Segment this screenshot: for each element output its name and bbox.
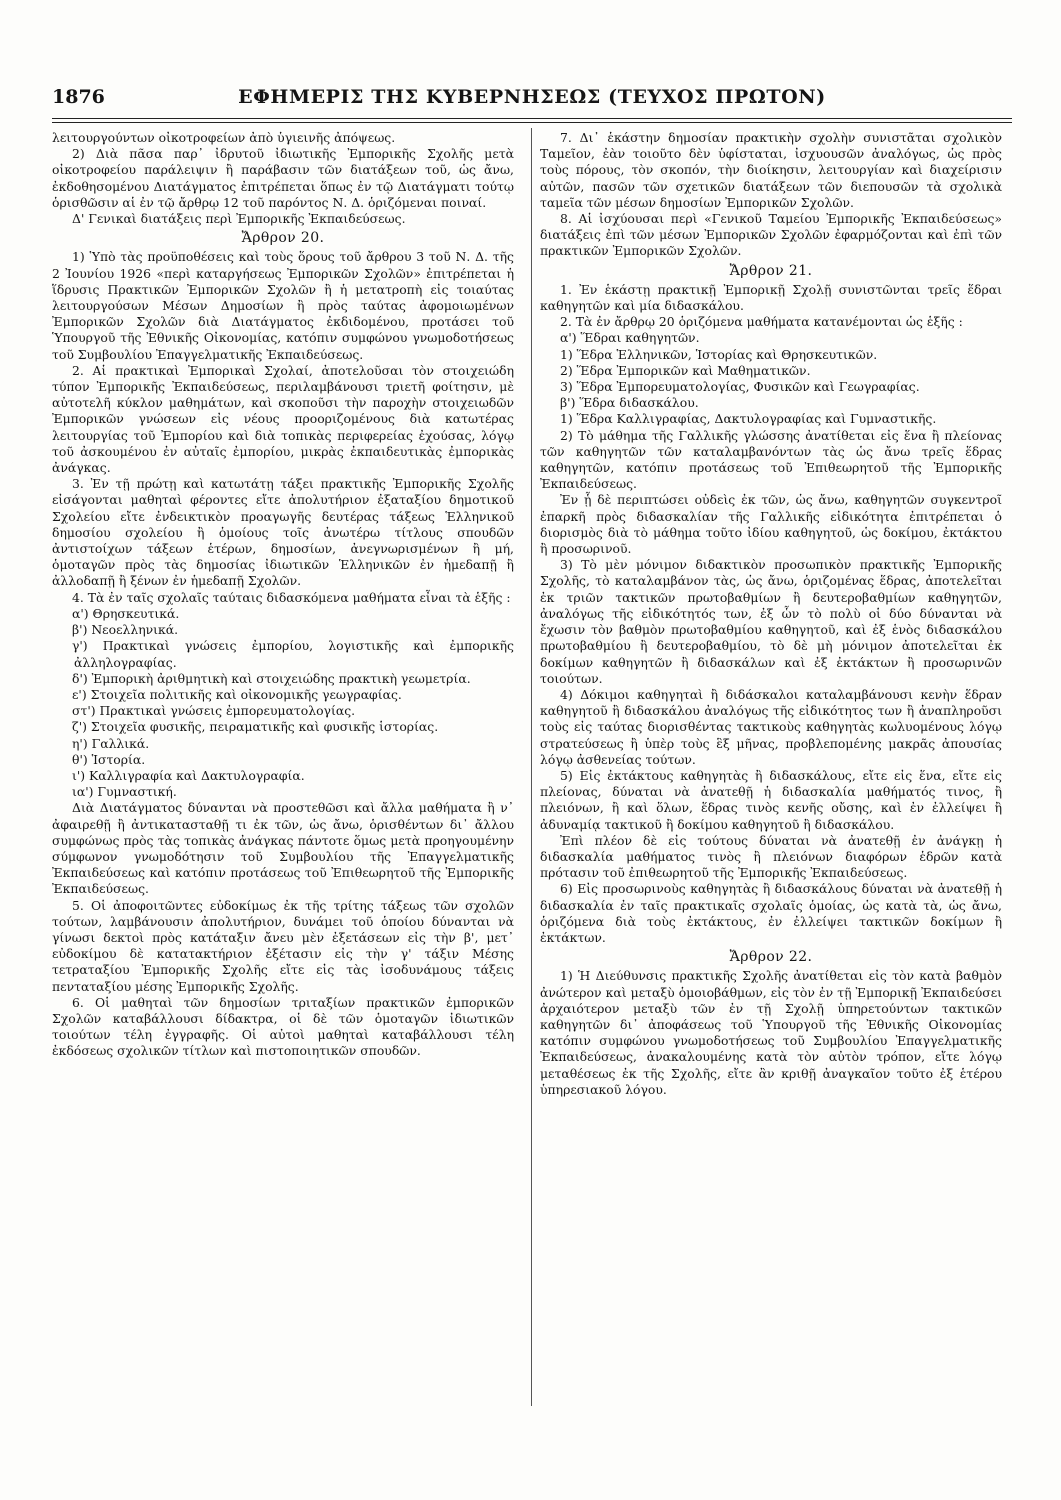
page-header: [52, 86, 1012, 126]
paragraph: 3. Ἐν τῇ πρώτῃ καὶ κατωτάτῃ τάξει πρακτικῆς Ἐμπορικῆς Σχολῆς εἰσάγονται μαθηταὶ φέροντες εἴτε ἀπολυτήριον ἐξαταξίου δημοτικοῦ Σχολείου εἴτε ἐνδεικτικὸν προαγωγῆς δευτέρας τάξεως Ἑλληνικοῦ δημοσίου σχολείου ἢ ὁμοίους τοῖς ἀνωτέρω τίτλους σπουδῶν ἀντιστοίχων τάξεων ἑτέρων, δημοσίων, ἀνεγνωρισμένων ἢ μή, ὁμοταγῶν πρὸς τὰς δημοσίας ἰδιωτικῶν Ἑλληνικῶν ἐν ἡμεδαπῇ ἢ ἀλλοδαπῇ ἢ ξένων ἐν ἡμεδαπῇ Σχολῶν.: [52, 476, 514, 589]
paragraph: 7. Δι᾽ ἑκάστην δημοσίαν πρακτικὴν σχολὴν συνιστᾶται σχολικὸν Ταμεῖον, ἐὰν τοιοῦτο δὲν ὑφίσταται, ἰσχυουσῶν ἀναλόγως, ὡς πρὸς τοὺς πόρους, τὸν σκοπόν, τὴν διοίκησιν, λειτουργίαν καὶ διαχείρισιν αὐτῶν, πασῶν τῶν σχετικῶν διατάξεων τῶν διεπουσῶν τὰ σχολικὰ ταμεῖα τῶν μέσων δημοσίων Ἐμπορικῶν Σχολῶν.: [540, 130, 1002, 210]
column-divider: [531, 128, 532, 1406]
subject-list: [52, 606, 514, 800]
paragraph: Ἐπὶ πλέον δὲ εἰς τούτους δύναται νὰ ἀνατεθῇ ἐν ἀνάγκῃ ἡ διδασκαλία μαθήματος τινὸς ἢ πλειόνων διαφόρων ἑδρῶν κατὰ πρότασιν τοῦ ἐπιθεωρητοῦ τῆς Ἐμπορικῆς Ἐκπαιδεύσεως.: [540, 832, 1002, 881]
list-heading: α') Ἕδραι καθηγητῶν.: [560, 330, 700, 346]
paragraph: 1. Ἐν ἑκάστῃ πρακτικῇ Ἐμπορικῇ Σχολῇ συνιστῶνται τρεῖς ἕδραι καθηγητῶν καὶ μία διδασκάλου.: [540, 281, 1002, 314]
list-item: στ') Πρακτικαὶ γνώσεις ἐμπορευματολογίας.: [72, 703, 356, 719]
list-item: ζ') Στοιχεῖα φυσικῆς, πειραματικῆς καὶ φυσικῆς ἱστορίας.: [72, 719, 439, 735]
list-item: β') Νεοελληνικά.: [72, 622, 179, 638]
right-column: [540, 130, 1002, 1098]
paragraph: 2) Διὰ πᾶσα παρ᾽ ἰδρυτοῦ ἰδιωτικῆς Ἐμπορικῆς Σχολῆς μετὰ οἰκοτροφείου παράλειψιν ἢ παράβασιν τῶν διατάξεων τοῦ, ὡς ἄνω, ἐκδοθησομένου Διατάγματος ἐπιτρέπεται ὅπως ἐν τῷ Διατάγματι τούτῳ ὁρισθῶσιν αἱ ἐν τῷ ἄρθρῳ 12 τοῦ παρόντος Ν. Δ. ὁριζόμεναι ποιναί.: [52, 146, 514, 210]
paragraph: 4) Δόκιμοι καθηγηταὶ ἢ διδάσκαλοι καταλαμβάνουσι κενὴν ἕδραν καθηγητοῦ ἢ διδασκάλου ἀναλόγως τῆς εἰδικότητος των ἢ ἀναπληροῦσι τοὺς εἰς ταύτας διορισθέντας τακτικοὺς καθηγητὰς κωλυομένους λόγῳ στρατεύσεως ἢ ὑπὲρ τοὺς ἓξ μῆνας, προβλεπομένης μακρᾶς ἀπουσίας λόγῳ ἀσθενείας τούτων.: [540, 686, 1002, 767]
list-item: 2) Ἕδρα Ἐμπορικῶν καὶ Μαθηματικῶν.: [560, 362, 811, 378]
page-number: 1876: [52, 86, 105, 108]
list-item: η') Γαλλικά.: [72, 735, 150, 751]
paragraph: 2. Αἱ πρακτικαὶ Ἐμπορικαὶ Σχολαί, ἀποτελοῦσαι τὸν στοιχειώδη τύπον Ἐμπορικῆς Ἐκπαιδεύσεως, περιλαμβάνουσι τριετῆ φοίτησιν, μὲ αὐτοτελῆ κύκλον μαθημάτων, καὶ σκοποῦσι τὴν παροχὴν στοιχειωδῶν Ἐμπορικῶν γνώσεων εἰς νέους προοριζομένους διὰ κατωτέρας λειτουργίας τοῦ Ἐμπορίου καὶ διὰ τοπικὰς περιφερείας ἐχούσας, λόγῳ τοῦ ἀσκουμένου ἐν αὐταῖς ἐμπορίου, μικρὰς ἐκπαιδευτικὰς ἐμπορικὰς ἀνάγκας.: [52, 362, 514, 476]
list-item: 1) Ἕδρα Καλλιγραφίας, Δακτυλογραφίας καὶ Γυμναστικῆς.: [560, 411, 937, 427]
paragraph: 4. Τὰ ἐν ταῖς σχολαῖς ταύταις διδασκόμενα μαθήματα εἶναι τὰ ἑξῆς :: [72, 589, 511, 605]
list-item: ια') Γυμναστική.: [72, 784, 177, 800]
article-heading-22: Ἄρθρον 22.: [729, 949, 813, 966]
article-heading-21: Ἄρθρον 21.: [729, 262, 813, 279]
list-item: α') Θρησκευτικά.: [72, 605, 180, 621]
list-item: 1) Ἕδρα Ἑλληνικῶν, Ἱστορίας καὶ Θρησκευτικῶν.: [560, 346, 878, 362]
paragraph: 5. Οἱ ἀποφοιτῶντες εὐδοκίμως ἐκ τῆς τρίτης τάξεως τῶν σχολῶν τούτων, λαμβάνουσιν ἀπολυτήριον, δυνάμει τοῦ ὁποίου δύνανται νὰ γίνωσι δεκτοὶ πρὸς κατάταξιν ἄνευ μὲν ἐξετάσεων εἰς τὴν β', μετ᾽ εὐδοκίμου δὲ κατατακτήριον ἐξέτασιν εἰς τὴν γ' τάξιν Μέσης τετραταξίου Ἐμπορικῆς Σχολῆς εἴτε εἰς τὰς ἰσοδυνάμους τάξεις πενταταξίου μέσης Ἐμπορικῆς Σχολῆς.: [52, 897, 514, 994]
chairs-list: [540, 330, 1002, 427]
paragraph: 2. Τὰ ἐν ἄρθρῳ 20 ὁριζόμενα μαθήματα κατανέμονται ὡς ἑξῆς :: [560, 314, 963, 330]
list-item: 3) Ἕδρα Ἐμπορευματολογίας, Φυσικῶν καὶ Γεωγραφίας.: [560, 379, 920, 395]
left-column: [52, 130, 514, 1060]
paragraph: 2) Τὸ μάθημα τῆς Γαλλικῆς γλώσσης ἀνατίθεται εἰς ἕνα ἢ πλείονας τῶν καθηγητῶν τῶν καταλαμβανόντων τὰς ὡς ἄνω τρεῖς ἕδρας καθηγητῶν, κατόπιν προτάσεως τοῦ Ἐπιθεωρητοῦ τῆς Ἐμπορικῆς Ἐκπαιδεύσεως.: [540, 427, 1002, 492]
section-heading: Δ' Γενικαὶ διατάξεις περὶ Ἐμπορικῆς Ἐκπαιδεύσεως.: [72, 211, 406, 227]
list-item: θ') Ἱστορία.: [72, 751, 146, 767]
paragraph: 3) Τὸ μὲν μόνιμον διδακτικὸν προσωπικὸν πρακτικῆς Ἐμπορικῆς Σχολῆς, τὸ καταλαμβάνον τὰς, ὡς ἄνω, ὁριζομένας ἕδρας, ἀποτελεῖται ἐκ τριῶν τακτικῶν πρωτοβαθμίων ἢ δευτεροβαθμίων καθηγητῶν, ἀναλόγως τῆς εἰδικότητός των, ἐξ ὧν τὸ πολὺ οἱ δύο δύνανται νὰ ἔχωσιν τὸν βαθμὸν πρωτοβαθμίου καθηγητοῦ, καὶ ἐξ ἑνὸς διδασκάλου πρωτοβαθμίου ἢ δευτεροβαθμίου, τὸ δὲ μὴ μόνιμον ἀποτελεῖται ἐκ δοκίμων καθηγητῶν ἢ διδασκάλων καὶ ἐξ ἐκτάκτων ἢ προσωρινῶν τοιούτων.: [540, 557, 1002, 686]
list-item: ε') Στοιχεῖα πολιτικῆς καὶ οἰκονομικῆς γεωγραφίας.: [72, 686, 402, 702]
paragraph: 6. Οἱ μαθηταὶ τῶν δημοσίων τριταξίων πρακτικῶν ἐμπορικῶν Σχολῶν καταβάλλουσι δίδακτρα, οἱ δὲ τῶν ὁμοταγῶν ἰδιωτικῶν τοιούτων τέλη ἐγγραφῆς. Οἱ αὐτοὶ μαθηταὶ καταβάλλουσι τέλη ἐκδόσεως σχολικῶν τίτλων καὶ πιστοποιητικῶν σπουδῶν.: [52, 994, 514, 1059]
paragraph: Διὰ Διατάγματος δύνανται νὰ προστεθῶσι καὶ ἄλλα μαθήματα ἢ ν᾽ ἀφαιρεθῇ ἢ ἀντικατασταθῇ τι ἐκ τῶν, ὡς ἄνω, ὁρισθέντων δι᾽ ἄλλου συμφώνως πρὸς τὰς τοπικὰς ἀνάγκας πάντοτε ὅμως μετὰ προηγουμένην σύμφωνον γνωμοδότησιν τοῦ Συμβουλίου τῆς Ἐπαγγελματικῆς Ἐκπαιδεύσεως καὶ κατόπιν προτάσεως τοῦ Ἐπιθεωρητοῦ τῆς Ἐμπορικῆς Ἐκπαιδεύσεως.: [52, 800, 514, 897]
paragraph: 1) Ἡ Διεύθυνσις πρακτικῆς Σχολῆς ἀνατίθεται εἰς τὸν κατὰ βαθμὸν ἀνώτερον καὶ μεταξὺ ὁμοιοβάθμων, εἰς τὸν ἐν τῇ Ἐμπορικῇ Ἐκπαιδεύσει ἀρχαιότερον μεταξὺ τῶν ἐν τῇ Σχολῇ ὑπηρετούντων τακτικῶν καθηγητῶν δι᾽ ἀποφάσεως τοῦ Ὑπουργοῦ τῆς Ἐθνικῆς Οἰκονομίας κατόπιν συμφώνου γνωμοδοτήσεως τοῦ Συμβουλίου Ἐπαγγελματικῆς Ἐκπαιδεύσεως, ἀνακαλουμένης κατὰ τὸν αὐτὸν τρόπον, εἴτε λόγῳ μεταθέσεως ἐκ τῆς Σχολῆς, εἴτε ἂν κριθῇ ἀναγκαῖον τοῦτο ἐξ ἑτέρου ὑπηρεσιακοῦ λόγου.: [540, 968, 1002, 1097]
paragraph: 1) Ὑπὸ τὰς προϋποθέσεις καὶ τοὺς ὅρους τοῦ ἄρθρου 3 τοῦ Ν. Δ. τῆς 2 Ἰουνίου 1926 «περὶ καταργήσεως Ἐμπορικῶν Σχολῶν» ἐπιτρέπεται ἡ ἵδρυσις Πρακτικῶν Ἐμπορικῶν Σχολῶν ἢ ἡ μετατροπὴ εἰς τοιαύτας λειτουργούσων Μέσων Δημοσίων ἢ πρὸς ταύτας ἀφομοιωμένων Ἐμπορικῶν Σχολῶν διὰ Διατάγματος ἐκδιδομένου, προτάσει τοῦ Ὑπουργοῦ τῆς Ἐθνικῆς Οἰκονομίας, κατόπιν συμφώνου γνωμοδοτήσεως τοῦ Συμβουλίου Ἐπαγγελματικῆς Ἐκπαιδεύσεως.: [52, 249, 514, 362]
list-item: δ') Ἐμπορικὴ ἀριθμητικὴ καὶ στοιχειώδης πρακτικὴ γεωμετρία.: [72, 670, 471, 686]
header-rule: [52, 118, 1012, 119]
paragraph: 6) Εἰς προσωρινοὺς καθηγητὰς ἢ διδασκάλους δύναται νὰ ἀνατεθῇ ἡ διδασκαλία ἐν ταῖς πρακτικαῖς σχολαῖς ὁμοίας, ὡς κατὰ τὰ, ὡς ἄνω, ὁριζόμενα διὰ τοὺς ἐκτάκτους, ἐν ἐλλείψει τακτικῶν δοκίμων ἢ ἐκτάκτων.: [540, 881, 1002, 945]
list-item: ι') Καλλιγραφία καὶ Δακτυλογραφία.: [72, 767, 305, 783]
list-heading: β') Ἕδρα διδασκάλου.: [560, 395, 699, 411]
gazette-title: ΕΦΗΜΕΡΙΣ ΤΗΣ ΚΥΒΕΡΝΗΣΕΩΣ (ΤΕΥΧΟΣ ΠΡΩΤΟΝ): [238, 86, 826, 108]
paragraph: λειτουργούντων οἰκοτροφείων ἀπὸ ὑγιεινῆς ἀπόψεως.: [52, 130, 396, 145]
paragraph: 5) Εἰς ἐκτάκτους καθηγητὰς ἢ διδασκάλους, εἴτε εἰς ἕνα, εἴτε εἰς πλείονας, δύναται νὰ ἀνατεθῇ ἡ διδασκαλία μαθήματός τινος, ἢ πλειόνων, ἢ καὶ ὅλων, ἕδρας τινὸς κενῆς οὔσης, καὶ ἐν ἐλλείψει ἢ ἀδυναμίᾳ τακτικοῦ ἢ δοκίμου καθηγητοῦ ἢ διδασκάλου.: [540, 767, 1002, 832]
list-item: γ') Πρακτικαὶ γνώσεις ἐμπορίου, λογιστικῆς καὶ ἐμπορικῆς ἀλληλογραφίας.: [72, 638, 514, 670]
paragraph: 8. Αἱ ἰσχύουσαι περὶ «Γενικοῦ Ταμείου Ἐμπορικῆς Ἐκπαιδεύσεως» διατάξεις ἐπὶ τῶν μέσων Ἐμπορικῶν Σχολῶν ἐφαρμόζονται καὶ ἐπὶ τῶν πρακτικῶν Ἐμπορικῶν Σχολῶν.: [540, 211, 1002, 259]
header-rule-thin: [52, 122, 1012, 123]
paragraph: Ἐν ᾗ δὲ περιπτώσει οὐδεὶς ἐκ τῶν, ὡς ἄνω, καθηγητῶν συγκεντροῖ ἐπαρκῆ πρὸς διδασκαλίαν τῆς Γαλλικῆς εἰδικότητα ἐπιτρέπεται ὁ διορισμὸς διὰ τὸ μάθημα τοῦτο ἰδίου καθηγητοῦ, ὡς δοκίμου, ἐκτάκτου ἢ προσωρινοῦ.: [540, 492, 1002, 557]
article-heading-20: Ἄρθρον 20.: [241, 230, 325, 247]
